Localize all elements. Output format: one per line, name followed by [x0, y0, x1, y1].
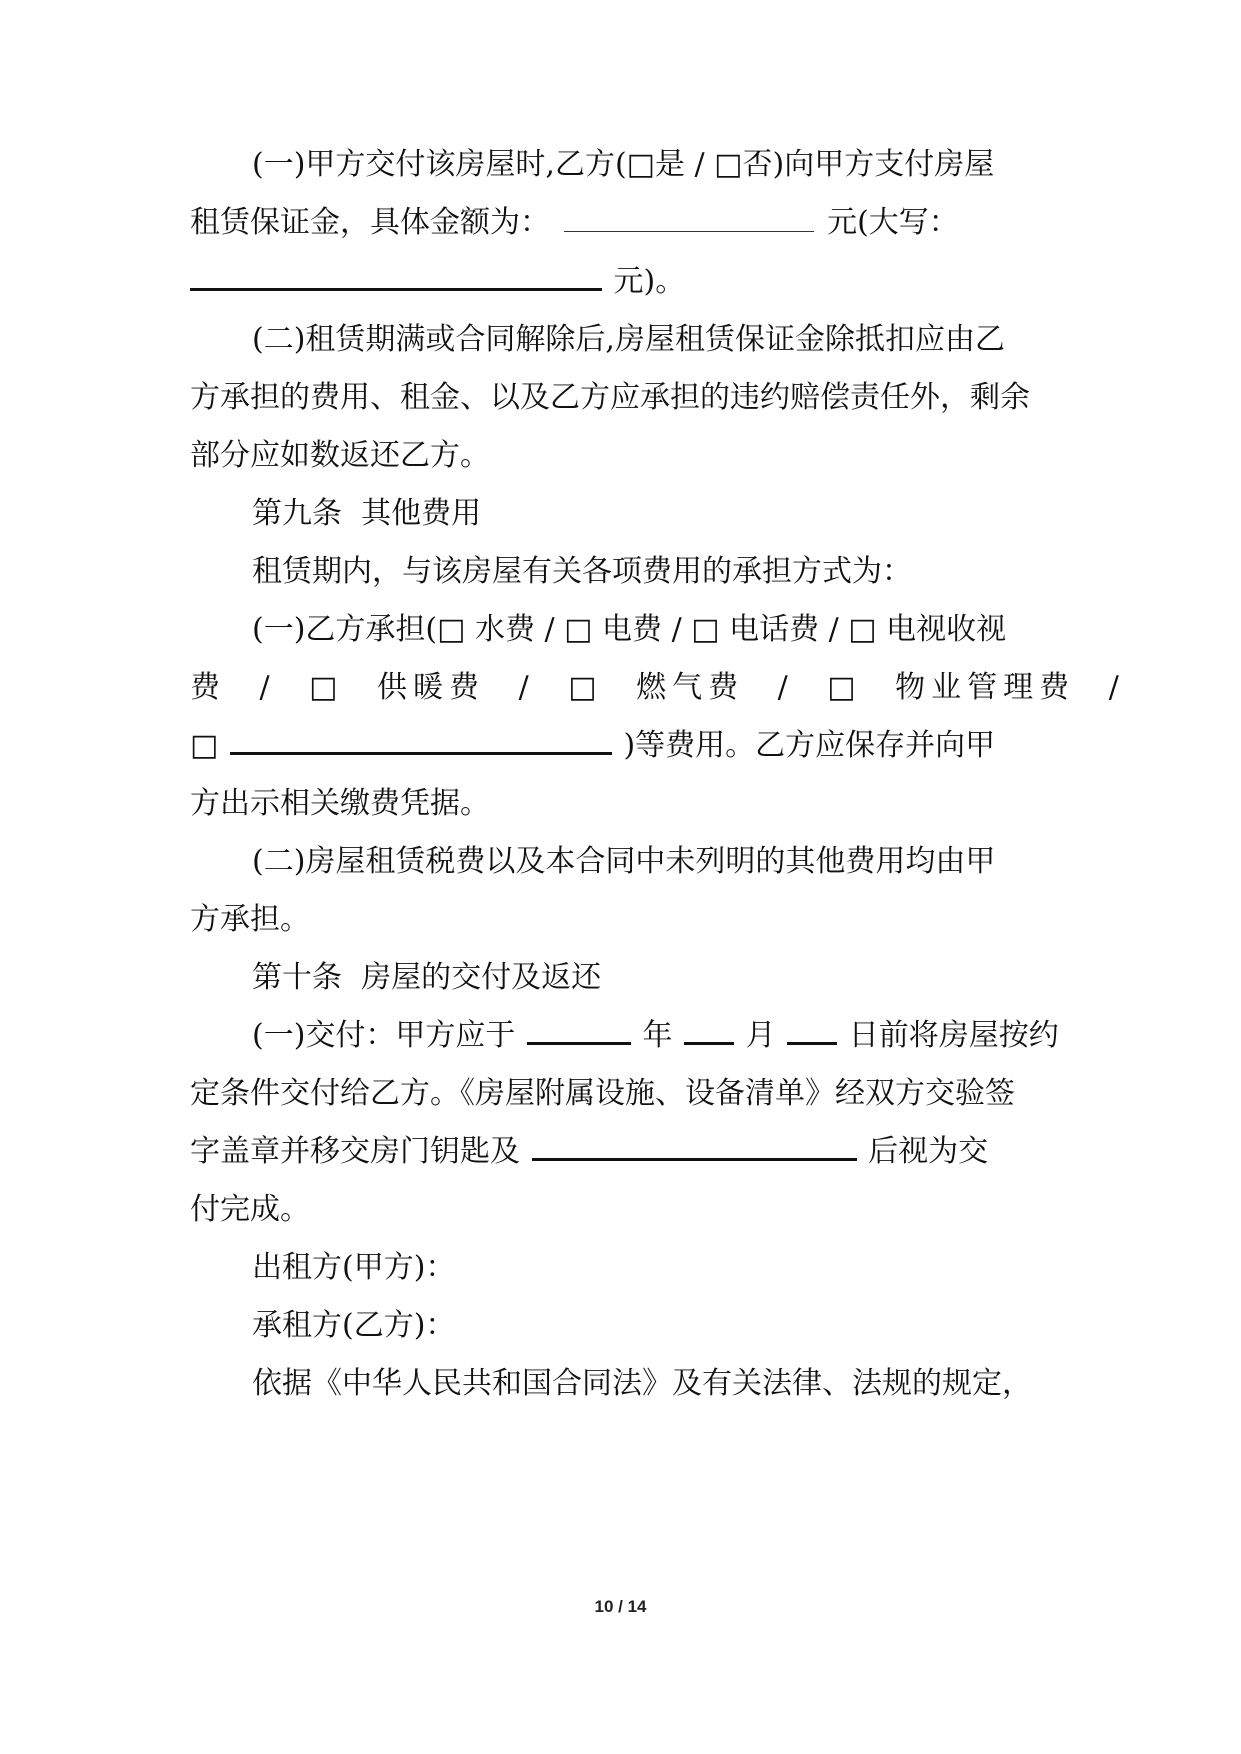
- text-line: [252, 1248, 1050, 1288]
- paragraph-text: 字盖章并移交房门钥匙及: [190, 1134, 520, 1169]
- text-line: [190, 203, 1050, 243]
- paragraph-text: 租赁期内，与该房屋有关各项费用的承担方式为：: [252, 554, 912, 589]
- text-line: [190, 784, 1050, 824]
- paragraph-text: 后视为交: [868, 1134, 989, 1169]
- text-line: [252, 610, 1050, 650]
- fee-options: 费 / □ 供暖费 / □ 燃气费 / □ 物业管理费 /: [190, 670, 1125, 705]
- year-blank[interactable]: [527, 1042, 631, 1045]
- clause-taxes: (二)房屋租赁税费以及本合同中未列明的其他费用均由甲: [252, 844, 996, 879]
- handover-items-blank[interactable]: [532, 1158, 857, 1161]
- paragraph-text: 方出示相关缴费凭据。: [190, 786, 490, 821]
- deposit-amount-blank[interactable]: [564, 231, 814, 232]
- text-line: [252, 145, 1050, 185]
- page-number: 10 / 14: [594, 1597, 647, 1616]
- text-line: [190, 1190, 1050, 1230]
- text-line: [190, 436, 1050, 476]
- paragraph-text: 定条件交付给乙方。《房屋附属设施、设备清单》经双方交验签: [190, 1076, 1015, 1111]
- text-line: [252, 1364, 1050, 1404]
- text-line: [252, 842, 1050, 882]
- clause-deposit-return: (二)租赁期满或合同解除后,房屋租赁保证金除抵扣应由乙: [252, 322, 1005, 357]
- deposit-amount-words-label: 元(大写：: [827, 205, 959, 240]
- clause-deposit-intro: (一)甲方交付该房屋时,乙方(□是 / □否)向甲方支付房屋: [252, 147, 995, 182]
- deposit-words-blank[interactable]: [190, 288, 602, 291]
- checkbox-other[interactable]: □: [190, 728, 219, 763]
- month-label: 月: [745, 1018, 776, 1053]
- paragraph-text: 日前将房屋按约: [848, 1018, 1059, 1053]
- text-line: [252, 320, 1050, 360]
- delivery-label: (一)交付：甲方应于: [252, 1018, 516, 1053]
- lessee-label: 承租方(乙方)：: [252, 1308, 456, 1343]
- paragraph-text: 方承担的费用、租金、以及乙方应承担的违约赔偿责任外，剩余: [190, 380, 1030, 415]
- article-10-heading: 第十条 房屋的交付及返还: [252, 960, 602, 995]
- text-line: [190, 1074, 1050, 1114]
- paragraph-text: 部分应如数返还乙方。: [190, 438, 490, 473]
- text-line: [252, 1016, 1059, 1056]
- text-line: [252, 1306, 1050, 1346]
- text-line: [252, 552, 1050, 592]
- other-fee-blank[interactable]: [230, 752, 612, 755]
- day-blank[interactable]: [787, 1042, 837, 1045]
- text-line: [190, 900, 1050, 940]
- text-line: [190, 726, 1050, 766]
- deposit-amount-label: 租赁保证金，具体金额为：: [190, 205, 550, 240]
- text-line: [190, 378, 1050, 418]
- text-line: [190, 1132, 1050, 1172]
- clause-tenant-fees: (一)乙方承担(□ 水费 / □ 电费 / □ 电话费 / □ 电视收视: [252, 612, 1007, 647]
- paragraph-text: 付完成。: [190, 1192, 310, 1227]
- deposit-words-suffix: 元)。: [613, 264, 686, 299]
- year-label: 年: [642, 1018, 673, 1053]
- article-9-heading: 第九条 其他费用: [252, 496, 482, 531]
- paragraph-text: )等费用。乙方应保存并向甲: [623, 728, 996, 763]
- paragraph-text: 方承担。: [190, 902, 310, 937]
- text-line: [190, 668, 1125, 708]
- text-line: [190, 262, 1050, 302]
- lessor-label: 出租方(甲方)：: [252, 1250, 456, 1285]
- paragraph-text: 依据《中华人民共和国合同法》及有关法律、法规的规定，: [252, 1366, 1032, 1401]
- section-heading: [252, 958, 1050, 998]
- section-heading: [252, 494, 1050, 534]
- month-blank[interactable]: [684, 1042, 734, 1045]
